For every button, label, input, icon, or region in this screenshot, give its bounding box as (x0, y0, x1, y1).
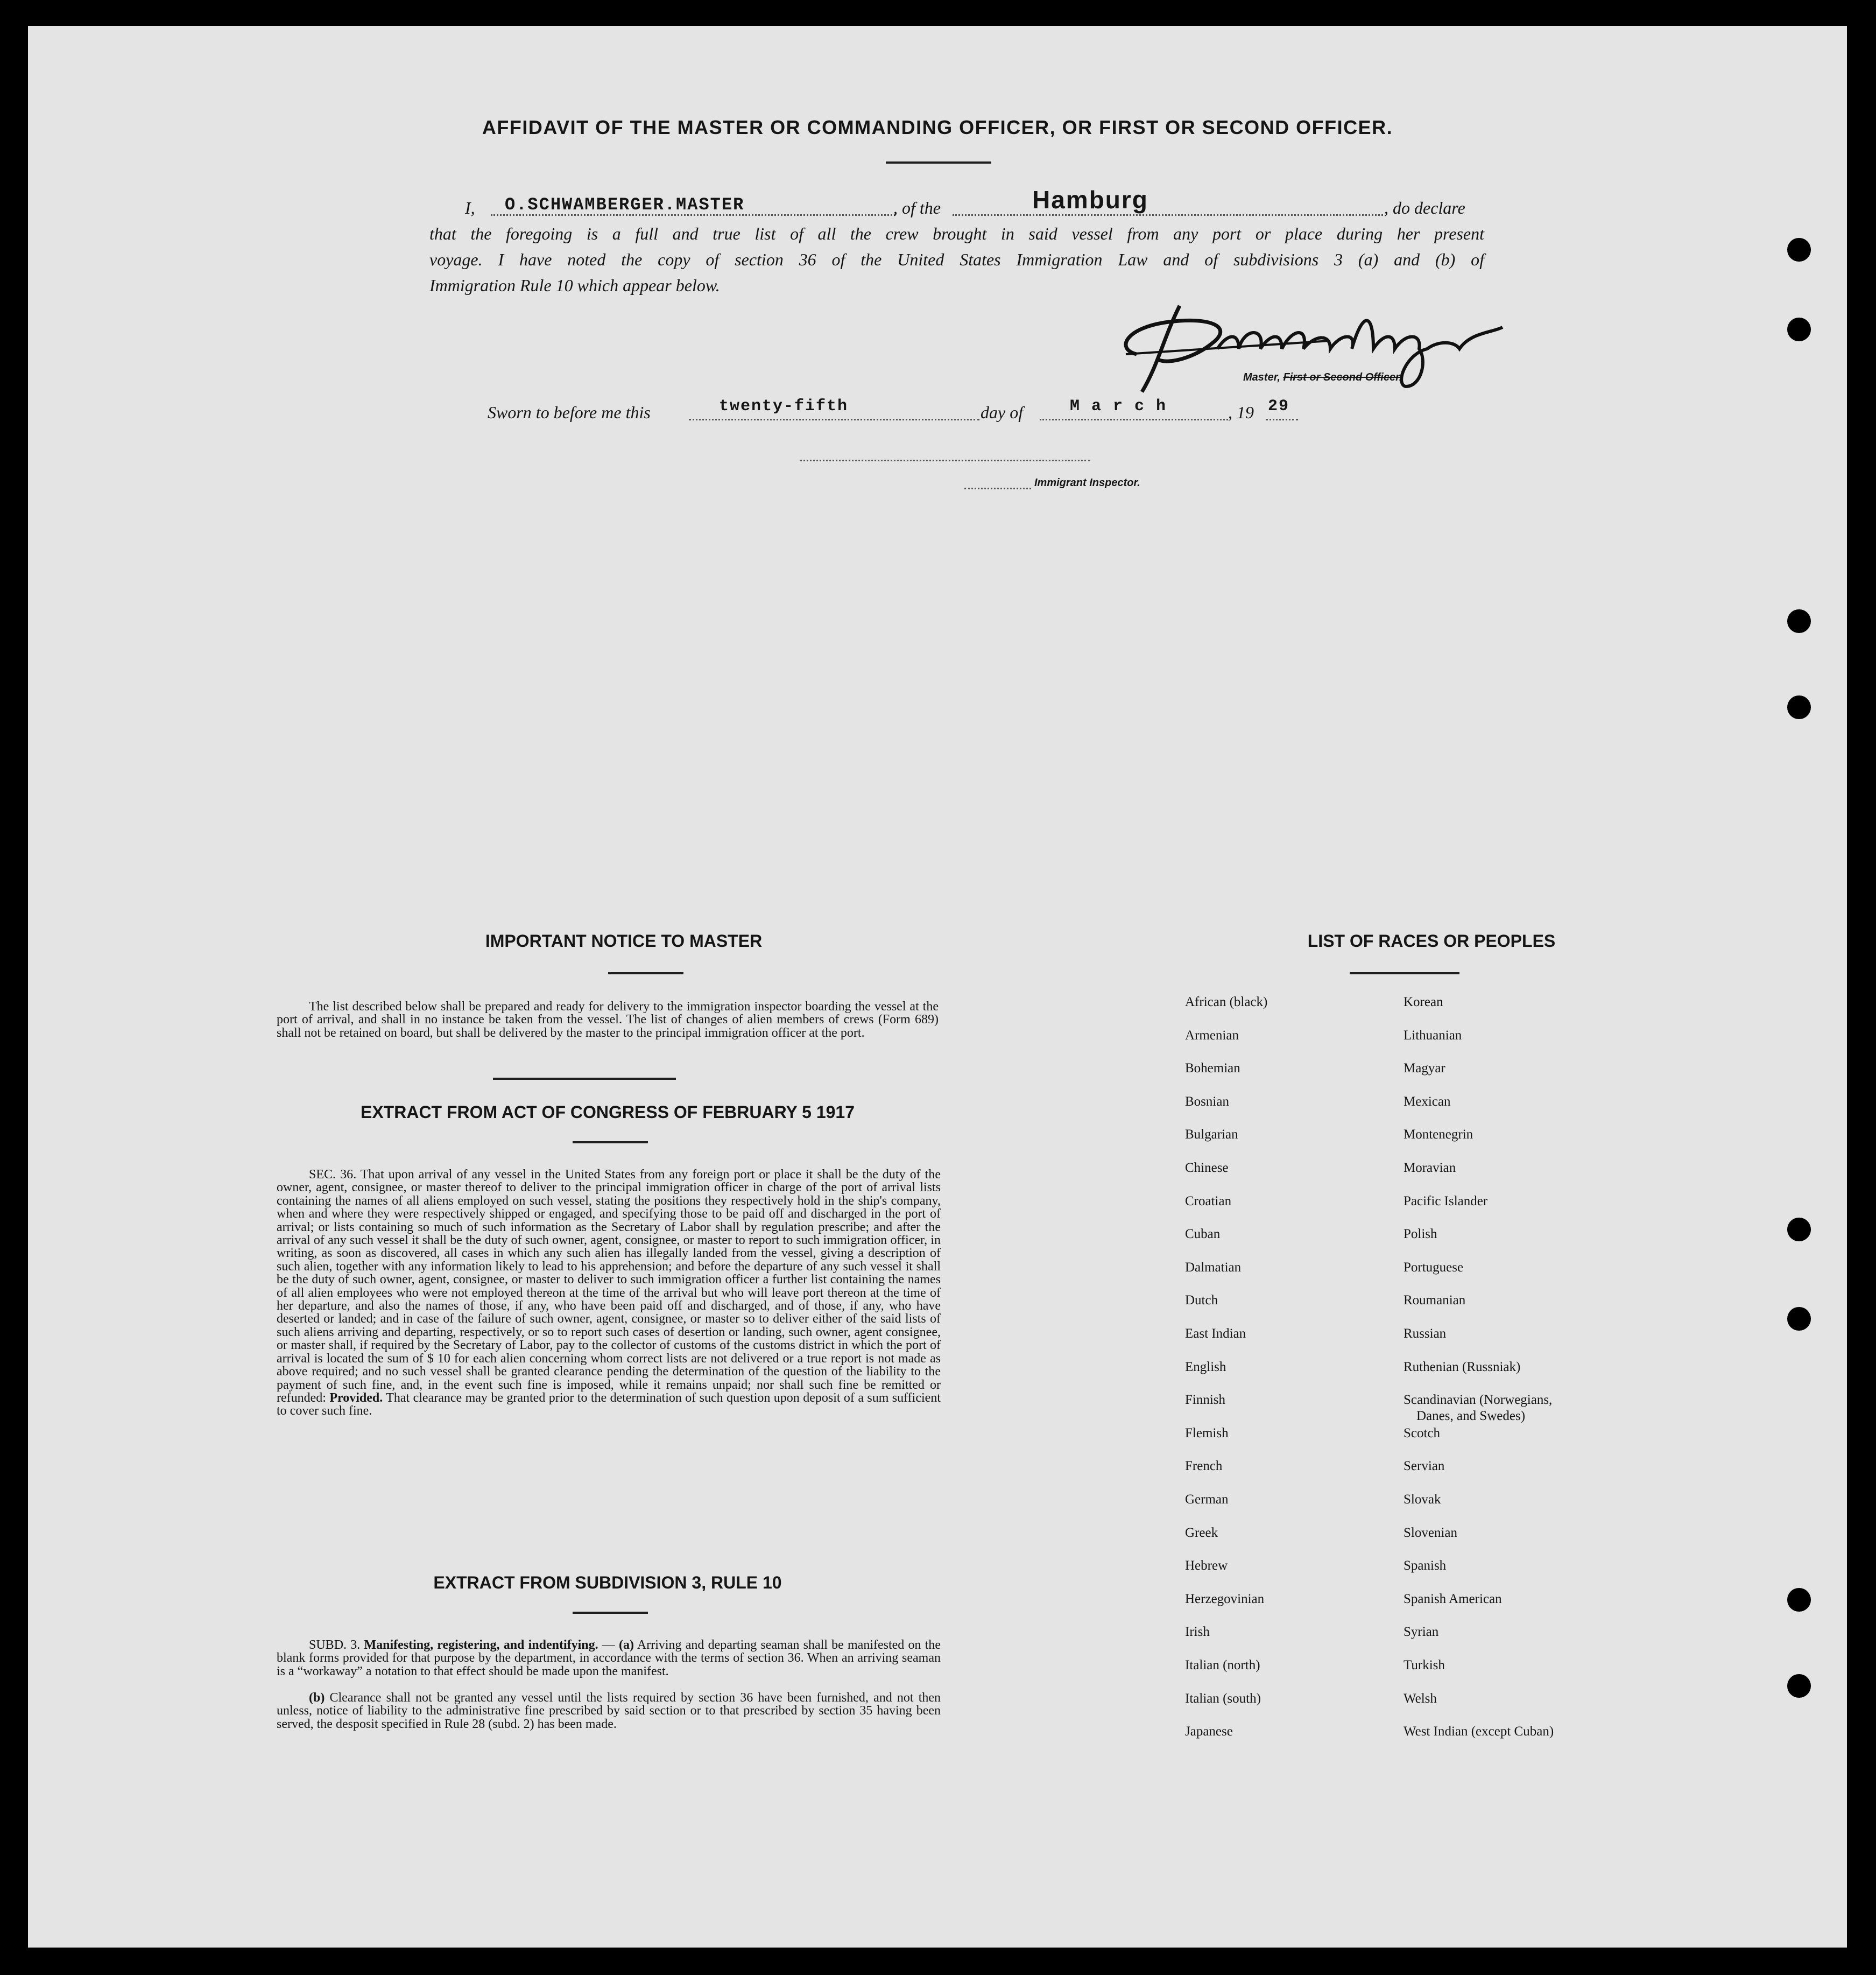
race-item: Ruthenian (Russniak) (1404, 1359, 1521, 1374)
year-line (1266, 419, 1298, 420)
race-item: Korean (1404, 995, 1443, 1009)
race-item: Italian (south) (1185, 1691, 1261, 1706)
sworn-label: Sworn to before me this (488, 403, 651, 422)
race-item: Danes, and Swedes) (1416, 1409, 1526, 1424)
vessel-name-value: Hamburg (1032, 186, 1148, 214)
declaration-line-3: Immigration Rule 10 which appear below. (429, 276, 720, 295)
document-page (28, 26, 1847, 1948)
notice-title: IMPORTANT NOTICE TO MASTER (485, 931, 763, 951)
affidavit-title: AFFIDAVIT OF THE MASTER OR COMMANDING OFFICER, OR FIRST OR SECOND OFFICER. (482, 116, 1393, 138)
provided-word: Provided. (329, 1390, 383, 1405)
race-item: Spanish American (1404, 1591, 1502, 1606)
punch-hole (1787, 695, 1811, 719)
race-item: Montenegrin (1404, 1127, 1473, 1142)
race-item: Scotch (1404, 1425, 1441, 1440)
notice-divider (608, 972, 683, 974)
race-item: Italian (north) (1185, 1658, 1260, 1672)
vessel-line (953, 214, 1383, 216)
races-divider (1350, 972, 1459, 974)
do-declare-label: , do declare (1384, 198, 1465, 217)
notice-text: The list described below shall be prepared and ready for delivery to the immigration inspector boarding the vessel at the port of arrival, and shall in no instance be taken from the vessel. The list of changes of alien members of crews (Form 689) shall not be retained on board, but shall be delivered by the master to the principal immigration officer at the port. (277, 1000, 939, 1040)
race-item: Bohemian (1185, 1061, 1240, 1076)
race-item: Roumanian (1404, 1293, 1466, 1308)
subdivision-divider (573, 1612, 648, 1614)
day-of-label: day of (981, 403, 1024, 422)
of-the-label: , of the (893, 198, 941, 217)
race-item: English (1185, 1359, 1226, 1374)
race-item: Bosnian (1185, 1094, 1229, 1109)
act-title: EXTRACT FROM ACT OF CONGRESS OF FEBRUARY 5 1917 (360, 1102, 855, 1122)
race-item: Moravian (1404, 1161, 1456, 1175)
inspector-signature-line (800, 460, 1090, 461)
year-value: 29 (1268, 397, 1290, 416)
race-item: Servian (1404, 1459, 1445, 1474)
race-item: Japanese (1185, 1724, 1233, 1739)
race-item: Portuguese (1404, 1260, 1464, 1275)
race-item: Slovenian (1404, 1525, 1457, 1540)
subdivision-title: EXTRACT FROM SUBDIVISION 3, RULE 10 (433, 1573, 782, 1592)
race-item: Dalmatian (1185, 1260, 1242, 1275)
race-item: Syrian (1404, 1625, 1439, 1640)
punch-hole (1787, 238, 1811, 262)
race-item: Flemish (1185, 1425, 1229, 1440)
day-line (689, 419, 979, 420)
notice-bottom-rule (493, 1078, 676, 1080)
race-item: Russian (1404, 1326, 1447, 1341)
race-item: East Indian (1185, 1326, 1246, 1341)
month-line (1040, 419, 1228, 420)
race-item: Polish (1404, 1227, 1437, 1242)
act-divider (573, 1141, 648, 1143)
race-item: Finnish (1185, 1393, 1226, 1408)
race-item: African (black) (1185, 995, 1268, 1009)
races-title: LIST OF RACES OR PEOPLES (1307, 931, 1556, 951)
race-item: Armenian (1185, 1028, 1239, 1043)
a-label: (a) (619, 1638, 634, 1652)
master-label (1243, 371, 1402, 384)
act-text (277, 1168, 941, 1418)
punch-hole (1787, 1218, 1811, 1241)
inspector-short-line (964, 488, 1031, 489)
sworn-day-value: twenty-fifth (719, 397, 849, 416)
inspector-label: Immigrant Inspector. (1034, 477, 1140, 489)
race-item: German (1185, 1492, 1229, 1507)
b-label: (b) (309, 1691, 325, 1705)
i-label: I, (465, 198, 475, 217)
race-item: Scandinavian (Norwegians, (1404, 1393, 1553, 1408)
race-item: Turkish (1404, 1658, 1445, 1672)
race-item: Bulgarian (1185, 1127, 1238, 1142)
subd-heading: Manifesting, registering, and indentifying. (364, 1638, 598, 1652)
race-item: West Indian (except Cuban) (1404, 1724, 1554, 1739)
race-item: Slovak (1404, 1492, 1441, 1507)
race-item: Lithuanian (1404, 1028, 1462, 1043)
race-item: Greek (1185, 1525, 1218, 1540)
a-text: Arriving and departing seaman shall be manifested on the blank forms provided for that purpose by the department, in accordance with the terms of section 36. When an arriving seaman is a “workaway” a notation to that effect should be made upon the manifest. (277, 1638, 941, 1678)
master-name-value: O.SCHWAMBERGER.MASTER (505, 195, 745, 215)
subdivision-b-text (277, 1691, 941, 1731)
race-item: Pacific Islander (1404, 1193, 1488, 1208)
race-item: Mexican (1404, 1094, 1451, 1109)
races-right-column (1404, 995, 1705, 1802)
race-item: Magyar (1404, 1061, 1445, 1076)
punch-hole (1787, 609, 1811, 633)
race-item: Welsh (1404, 1691, 1437, 1706)
races-left-column (1185, 995, 1390, 1802)
punch-hole (1787, 1307, 1811, 1331)
punch-hole (1787, 1674, 1811, 1698)
year-prefix: , 19 (1228, 403, 1254, 422)
b-text: Clearance shall not be granted any vessel until the lists required by section 36 have been furnished, and not then unless, notice of liability to the administrative fine prescribed by said section or to that prescribed by section 35 having been served, the desposit specified in Rule 28 (subd. 2) has been made. (277, 1691, 941, 1731)
race-item: Spanish (1404, 1558, 1447, 1573)
race-item: Herzegovinian (1185, 1591, 1265, 1606)
subdivision-a-text: SUBD. 3. Manifesting, registering, and indentifying. — (a) Arriving and departing seaman shall be manifested on the blank forms provided for that purpose by the department, in accordance with the terms of section 36. When an arriving seaman is a “workaway” a notation to that effect should be made upon the manifest. (277, 1638, 941, 1678)
struck-officer-label: First or Second Officer. (1283, 371, 1402, 383)
declaration-line-1: that the foregoing is a full and true list of all the crew brought in said vessel from any port or place during her present (429, 224, 1484, 243)
act-body: SEC. 36. That upon arrival of any vessel in the United States from any foreign port or place it shall be the duty of the owner, agent, consignee, or master thereof to deliver to the principal immigration officer in charge of the port of arrival lists containing the names of all aliens employed on such vessel, stating the positions they respectively hold in the ship's company, when and where they were respectively shipped or engaged, and specifying those to be paid off and discharged in the port of arrival; or lists containing so much of such information as the Secretary of Labor shall by regulation prescribe; and after the arrival of any such vessel it shall be the duty of such owner, agent, consignee, or master to report to such immigration officer, in writing, as soon as discovered, all cases in which any such alien has illegally landed from the vessel, giving a description of such alien, together with any information likely to lead to his apprehension; and before the departure of any such vessel it shall be the duty of such owner, agent, consignee, or master to deliver to such immigration officer a further list containing the names of all alien employees who were not employed thereon at the time of the arrival but who will leave port thereon at the time of her departure, and also the names of those, if any, who have been paid off and discharged, and of those, if any, who have deserted or landed; and in case of the failure of such owner, agent, consignee, or master so to deliver either of the said lists of such aliens arriving and departing, respectively, or so to report such cases of desertion or landing, such owner, agent consignee, or master shall, if required by the Secretary of Labor, pay to the collector of customs of the customs district in which the port of arrival is located the sum of $ 10 for each alien concerning whom correct lists are not delivered or a true report is not made as above required; and no such vessel shall be granted clearance pending the determination of the question of the liability to the payment of such fine, and, in the event such fine is imposed, while it remains unpaid; nor shall such fine be remitted or refunded: (277, 1168, 941, 1405)
punch-hole (1787, 318, 1811, 341)
sworn-month-value: M a r c h (1070, 397, 1167, 416)
declaration-line-2: voyage. I have noted the copy of section 36 of the United States Immigration Law and of subdivisions 3 (a) and (b) of (429, 250, 1484, 269)
title-divider (886, 161, 991, 164)
act-body-end: That clearance may be granted prior to the determination of such question upon deposit of a sum sufficient to cover such fine. (277, 1390, 941, 1418)
race-item: Irish (1185, 1625, 1210, 1640)
race-item: French (1185, 1459, 1223, 1474)
punch-hole (1787, 1588, 1811, 1612)
master-label-text: Master, (1243, 371, 1280, 383)
race-item: Croatian (1185, 1193, 1232, 1208)
race-item: Cuban (1185, 1227, 1221, 1242)
race-item: Chinese (1185, 1161, 1229, 1175)
subd-label: SUBD. 3. (309, 1638, 361, 1652)
race-item: Hebrew (1185, 1558, 1228, 1573)
race-item: Dutch (1185, 1293, 1218, 1308)
